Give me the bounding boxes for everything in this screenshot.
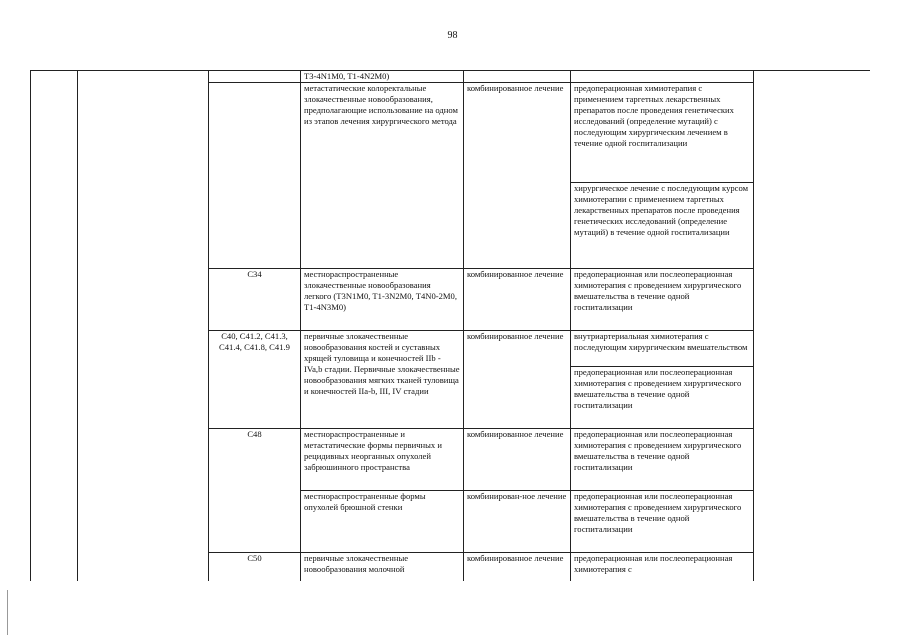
diagnosis-cell: метастатические колоректальные злокачественные новообразования, предполагающие использование на одном из этапов лечения хирургического метода xyxy=(301,83,464,269)
number-column-cell xyxy=(31,71,78,582)
method-cell: предоперационная химиотерапия с применением таргетных лекарственных препаратов после проведения генетических исследований (определение мутаций) с последующим хирургическим лечением в течение одной госпитализации xyxy=(571,83,754,183)
method-cell: предоперационная или послеоперационная химиотерапия с проведением хирургического вмешательства в течение одной госпитализации xyxy=(571,429,754,491)
diagnosis-cell: местнораспространенные формы опухолей брюшной стенки xyxy=(301,491,464,553)
method-cell: хирургическое лечение с последующим курсом химиотерапии с применением таргетных лекарственных препаратов после проведения генетических исследований (определение мутаций) в течение одной госпитализации xyxy=(571,183,754,269)
treatment-type-cell: комбинированное лечение xyxy=(464,331,571,429)
diagnosis-cell: T3-4N1M0, T1-4N2M0) xyxy=(301,71,464,83)
diagnosis-cell: местнораспространенные злокачественные новообразования легкого (T3N1M0, T1-3N2M0, T4N0-2M0, T1-4N3M0) xyxy=(301,269,464,331)
treatment-type-cell xyxy=(464,71,571,83)
code-cell: C34 xyxy=(209,269,301,331)
document-table-wrapper xyxy=(30,70,870,581)
code-cell: C48 xyxy=(209,429,301,553)
profile-column-cell xyxy=(78,71,209,582)
treatment-table xyxy=(30,70,870,581)
treatment-type-cell: комбинированное лечение xyxy=(464,83,571,269)
code-cell xyxy=(209,71,301,83)
code-cell: C50 xyxy=(209,553,301,582)
method-cell: предоперационная или послеоперационная химиотерапия с проведением хирургического вмешательства в течение одной госпитализации xyxy=(571,367,754,429)
scan-edge-line xyxy=(7,590,8,635)
method-cell xyxy=(571,71,754,83)
diagnosis-cell: первичные злокачественные новообразования молочной xyxy=(301,553,464,582)
method-cell: предоперационная или послеоперационная химиотерапия с проведением хирургического вмешательства в течение одной госпитализации xyxy=(571,269,754,331)
diagnosis-cell: местнораспространенные и метастатические формы первичных и рецидивных неорганных опухолей забрюшинного пространства xyxy=(301,429,464,491)
treatment-type-cell: комбинированное лечение xyxy=(464,429,571,491)
treatment-type-cell: комбинированное лечение xyxy=(464,269,571,331)
method-cell: предоперационная или послеоперационная химиотерапия с проведением хирургического вмешательства в течение одной госпитализации xyxy=(571,491,754,553)
treatment-type-cell: комбинирован-ное лечение xyxy=(464,491,571,553)
method-cell: предоперационная или послеоперационная химиотерапия с xyxy=(571,553,754,582)
code-cell: C40, C41.2, C41.3, C41.4, C41.8, C41.9 xyxy=(209,331,301,429)
treatment-type-cell: комбинированное лечение xyxy=(464,553,571,582)
method-cell: внутриартериальная химиотерапия с последующим хирургическим вмешательством xyxy=(571,331,754,367)
diagnosis-cell: первичные злокачественные новообразования костей и суставных хрящей туловища и конечностей IIb - IVa,b стадии. Первичные злокачественные новообразования мягких тканей туловища и конечностей IIa-b, III, IV стадии xyxy=(301,331,464,429)
norm-column-cell xyxy=(754,71,871,582)
table-row xyxy=(31,71,871,83)
code-cell xyxy=(209,83,301,269)
page-number: 98 xyxy=(447,30,458,41)
